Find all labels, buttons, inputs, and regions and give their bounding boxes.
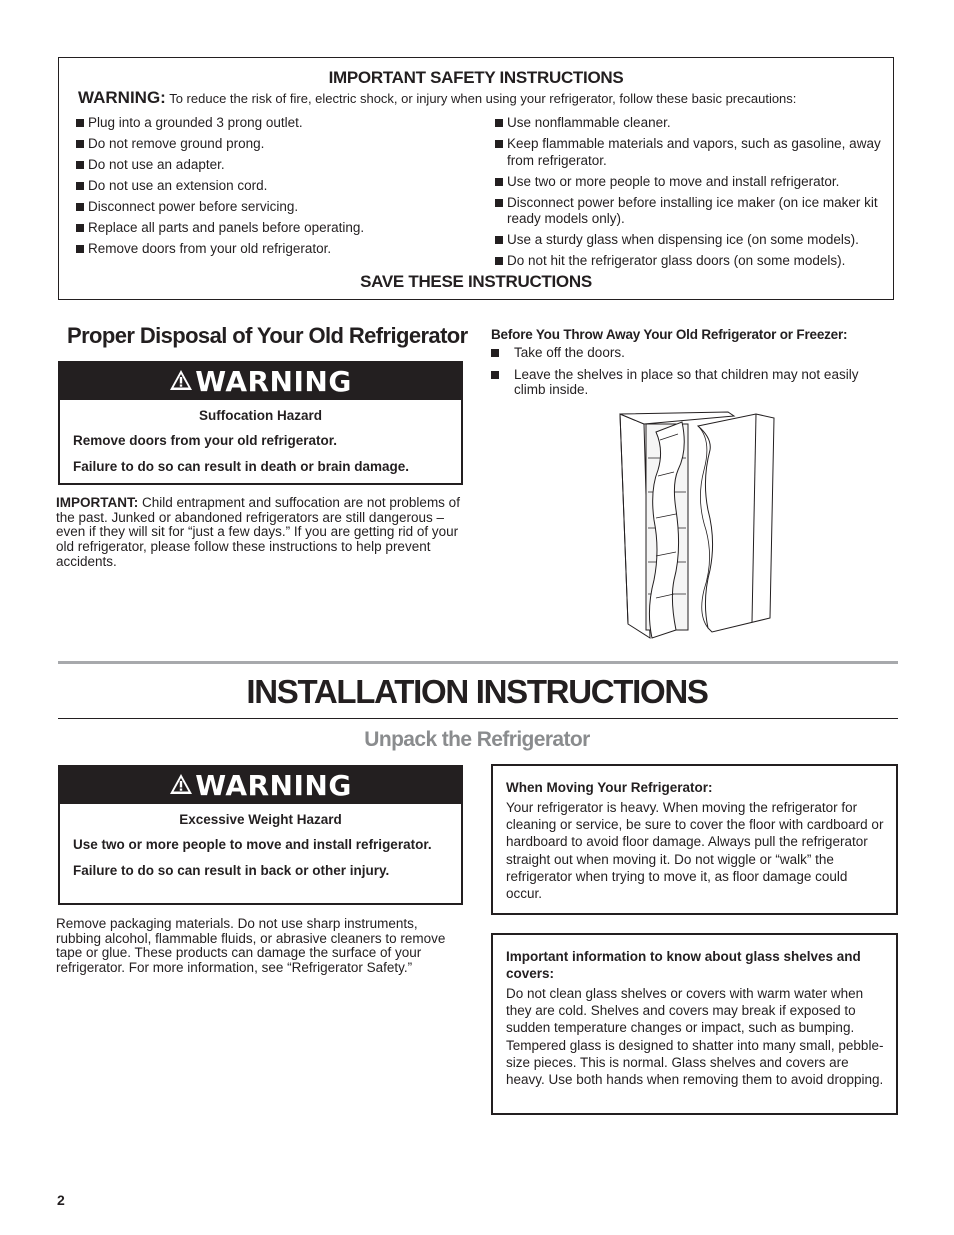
warning-line: Remove doors from your old refrigerator. bbox=[73, 433, 338, 448]
safety-instructions-box bbox=[58, 57, 894, 300]
hazard-title: Excessive Weight Hazard bbox=[179, 812, 342, 827]
glass-info-box bbox=[491, 933, 898, 1115]
square-bullet-icon bbox=[495, 178, 503, 186]
safety-title: IMPORTANT SAFETY INSTRUCTIONS bbox=[328, 68, 624, 87]
square-bullet-icon bbox=[495, 236, 503, 244]
disposal-heading: Proper Disposal of Your Old Refrigerator bbox=[67, 323, 468, 348]
list-item: Take off the doors. bbox=[491, 345, 891, 361]
moving-heading: When Moving Your Refrigerator: bbox=[506, 780, 713, 795]
square-bullet-icon bbox=[76, 161, 84, 169]
refrigerator-illustration-icon bbox=[616, 410, 776, 642]
warning-line: Failure to do so can result in back or other injury. bbox=[73, 862, 390, 878]
important-paragraph bbox=[56, 496, 464, 570]
page-number: 2 bbox=[57, 1192, 65, 1208]
important-text: Child entrapment and suffocation are not problems of the past. Junked or abandoned refrigerators are still dangerous – even if they will sit for “just a few days.” If you are getting rid of your old refrigerator, please follow these instructions to help prevent accidents. bbox=[56, 495, 460, 569]
suffocation-warning-box bbox=[58, 361, 463, 485]
warning-line: Use two or more people to move and install refrigerator. bbox=[73, 837, 432, 852]
square-bullet-icon bbox=[495, 199, 503, 207]
list-item: Replace all parts and panels before operating. bbox=[76, 220, 476, 237]
safety-warning-text: To reduce the risk of fire, electric shock, or injury when using your refrigerator, follow these basic precautions: bbox=[169, 91, 797, 106]
square-bullet-icon bbox=[76, 119, 84, 127]
square-bullet-icon bbox=[495, 257, 503, 265]
list-item: Disconnect power before installing ice maker (on ice maker kit ready models only). bbox=[495, 195, 890, 228]
square-bullet-icon bbox=[76, 245, 84, 253]
safety-right-column bbox=[495, 115, 890, 274]
square-bullet-icon bbox=[76, 140, 84, 148]
list-item: Use nonflammable cleaner. bbox=[495, 115, 890, 132]
square-bullet-icon bbox=[76, 182, 84, 190]
page-title: INSTALLATION INSTRUCTIONS bbox=[246, 673, 708, 710]
title-rule bbox=[58, 718, 898, 719]
warning-triangle-icon bbox=[169, 369, 193, 391]
moving-info-box bbox=[491, 764, 898, 915]
warning-banner bbox=[60, 363, 461, 400]
list-item: Disconnect power before servicing. bbox=[76, 199, 476, 216]
safety-warning-label: WARNING: bbox=[78, 88, 166, 107]
weight-warning-box bbox=[58, 765, 463, 905]
list-item: Leave the shelves in place so that children may not easily climb inside. bbox=[491, 367, 891, 398]
square-bullet-icon bbox=[491, 349, 499, 357]
before-heading: Before You Throw Away Your Old Refrigerator or Freezer: bbox=[491, 327, 848, 342]
warning-body bbox=[60, 400, 461, 475]
hazard-title: Suffocation Hazard bbox=[198, 408, 322, 423]
list-item: Use two or more people to move and install refrigerator. bbox=[495, 174, 890, 191]
glass-body: Do not clean glass shelves or covers with warm water when they are cold. Shelves and covers may break if exposed to sudden temperature changes or impact, such as bumping. Tempered glass is designed to shatter into many small, pebble-size pieces. This is normal. Glass shelves and covers are heavy. Use both hands when removing them to avoid dropping. bbox=[506, 986, 884, 1088]
square-bullet-icon bbox=[495, 119, 503, 127]
list-item: Plug into a grounded 3 prong outlet. bbox=[76, 115, 476, 132]
list-item: Keep flammable materials and vapors, such as gasoline, away from refrigerator. bbox=[495, 136, 890, 169]
before-list bbox=[491, 345, 891, 404]
square-bullet-icon bbox=[76, 203, 84, 211]
square-bullet-icon bbox=[495, 140, 503, 148]
square-bullet-icon bbox=[491, 371, 499, 379]
section-divider bbox=[58, 661, 898, 664]
remove-packaging-paragraph: Remove packaging materials. Do not use sharp instruments, rubbing alcohol, flammable fluids, or abrasive cleaners to remove tape or glue. These products can damage the surface of your refrigerator. For more information, see “Refrigerator Safety.” bbox=[56, 916, 446, 976]
save-instructions-title: SAVE THESE INSTRUCTIONS bbox=[360, 272, 592, 291]
important-label: IMPORTANT: bbox=[56, 495, 139, 510]
square-bullet-icon bbox=[76, 224, 84, 232]
warning-label: WARNING bbox=[195, 769, 352, 802]
warning-label: WARNING bbox=[195, 365, 352, 398]
moving-body: Your refrigerator is heavy. When moving the refrigerator for cleaning or service, be sure to cover the floor with cardboard or hardboard to avoid floor damage. Always pull the refrigerator straight out when moving it. Do not wiggle or “walk” the refrigerator when trying to move it, as floor damage could occur. bbox=[506, 800, 884, 902]
warning-line: Failure to do so can result in death or brain damage. bbox=[73, 458, 410, 474]
warning-body bbox=[60, 804, 461, 879]
glass-heading: Important information to know about glass shelves and covers: bbox=[506, 949, 861, 981]
list-item: Do not use an extension cord. bbox=[76, 178, 476, 195]
list-item: Do not remove ground prong. bbox=[76, 136, 476, 153]
list-item: Remove doors from your old refrigerator. bbox=[76, 241, 476, 258]
list-item: Do not use an adapter. bbox=[76, 157, 476, 174]
section-subtitle: Unpack the Refrigerator bbox=[364, 728, 590, 751]
warning-banner bbox=[60, 767, 461, 804]
list-item: Use a sturdy glass when dispensing ice (on some models). bbox=[495, 232, 890, 249]
safety-warning bbox=[78, 88, 888, 108]
warning-triangle-icon bbox=[169, 773, 193, 795]
safety-left-column bbox=[76, 115, 476, 262]
list-item: Do not hit the refrigerator glass doors (on some models). bbox=[495, 253, 890, 270]
